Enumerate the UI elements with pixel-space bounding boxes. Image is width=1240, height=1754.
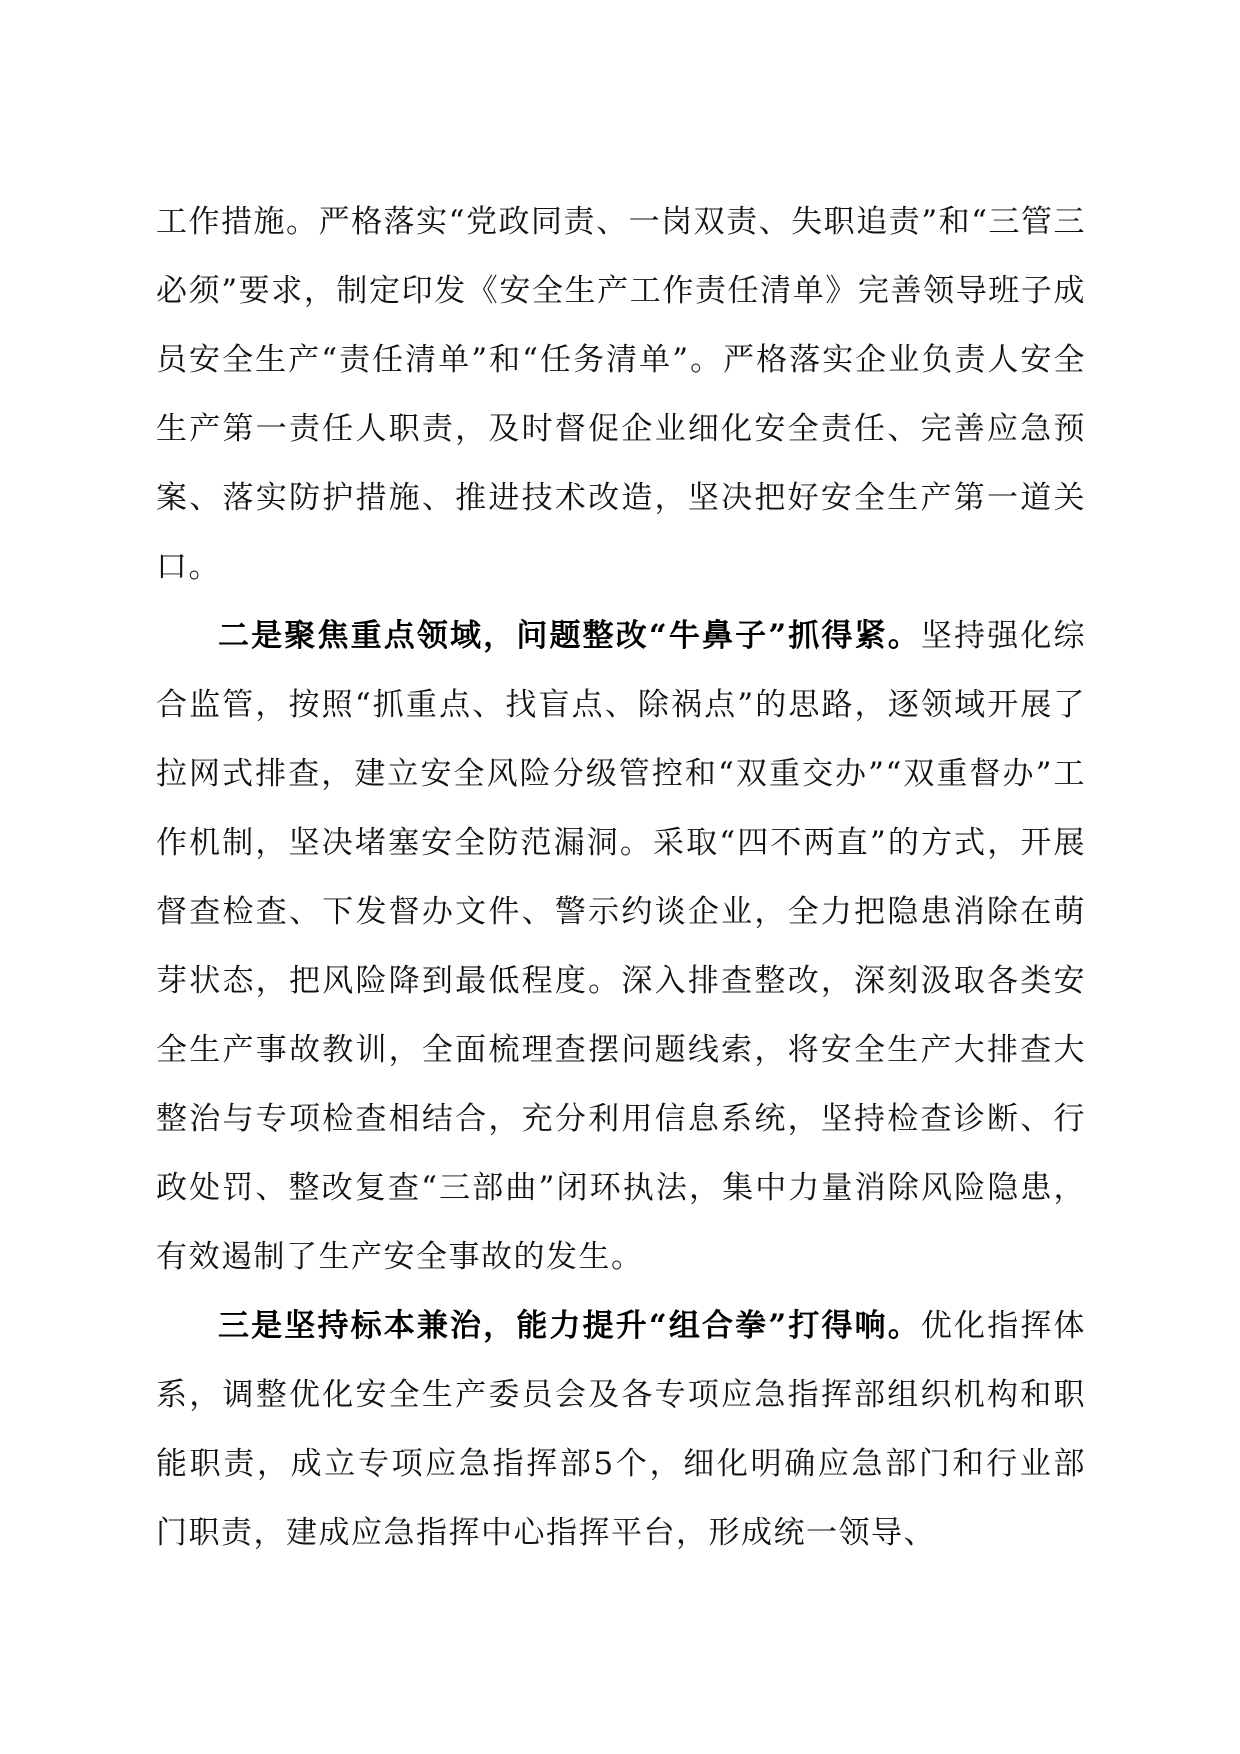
paragraph-2-text: 坚持强化综合监管，按照“抓重点、找盲点、除祸点”的思路，逐领域开展了拉网式排查，建立安全风险分级管控和“双重交办”“双重督办”工作机制，坚决堵塞安全防范漏洞。采取“四不两直”的方式，开展督查检查、下发督办文件、警示约谈企业，全力把隐患消除在萌芽状态，把风险降到最低程度。深入排查整改，深刻汲取各类安全生产事故教训，全面梳理查摆问题线索，将安全生产大排查大整治与专项检查相结合，充分利用信息系统，坚持检查诊断、行政处罚、整改复查“三部曲”闭环执法，集中力量消除风险隐患，有效遏制了生产安全事故的发生。 <box>156 618 1086 1275</box>
paragraph-3 <box>156 1292 1086 1568</box>
paragraph-1 <box>156 188 1086 602</box>
paragraph-2 <box>156 602 1086 1292</box>
paragraph-3-heading: 三是坚持标本兼治，能力提升“组合拳”打得响。 <box>218 1308 921 1344</box>
paragraph-2-heading: 二是聚焦重点领域，问题整改“牛鼻子”抓得紧。 <box>218 618 921 654</box>
paragraph-1-text: 工作措施。严格落实“党政同责、一岗双责、失职追责”和“三管三必须”要求，制定印发《安全生产工作责任清单》完善领导班子成员安全生产“责任清单”和“任务清单”。严格落实企业负责人安全生产第一责任人职责，及时督促企业细化安全责任、完善应急预案、落实防护措施、推进技术改造，坚决把好安全生产第一道关口。 <box>156 204 1086 585</box>
document-body <box>156 188 1086 1568</box>
paragraph-3-text: 优化指挥体系，调整优化安全生产委员会及各专项应急指挥部组织机构和职能职责，成立专项应急指挥部5个，细化明确应急部门和行业部门职责，建成应急指挥中心指挥平台，形成统一领导、 <box>156 1308 1086 1551</box>
